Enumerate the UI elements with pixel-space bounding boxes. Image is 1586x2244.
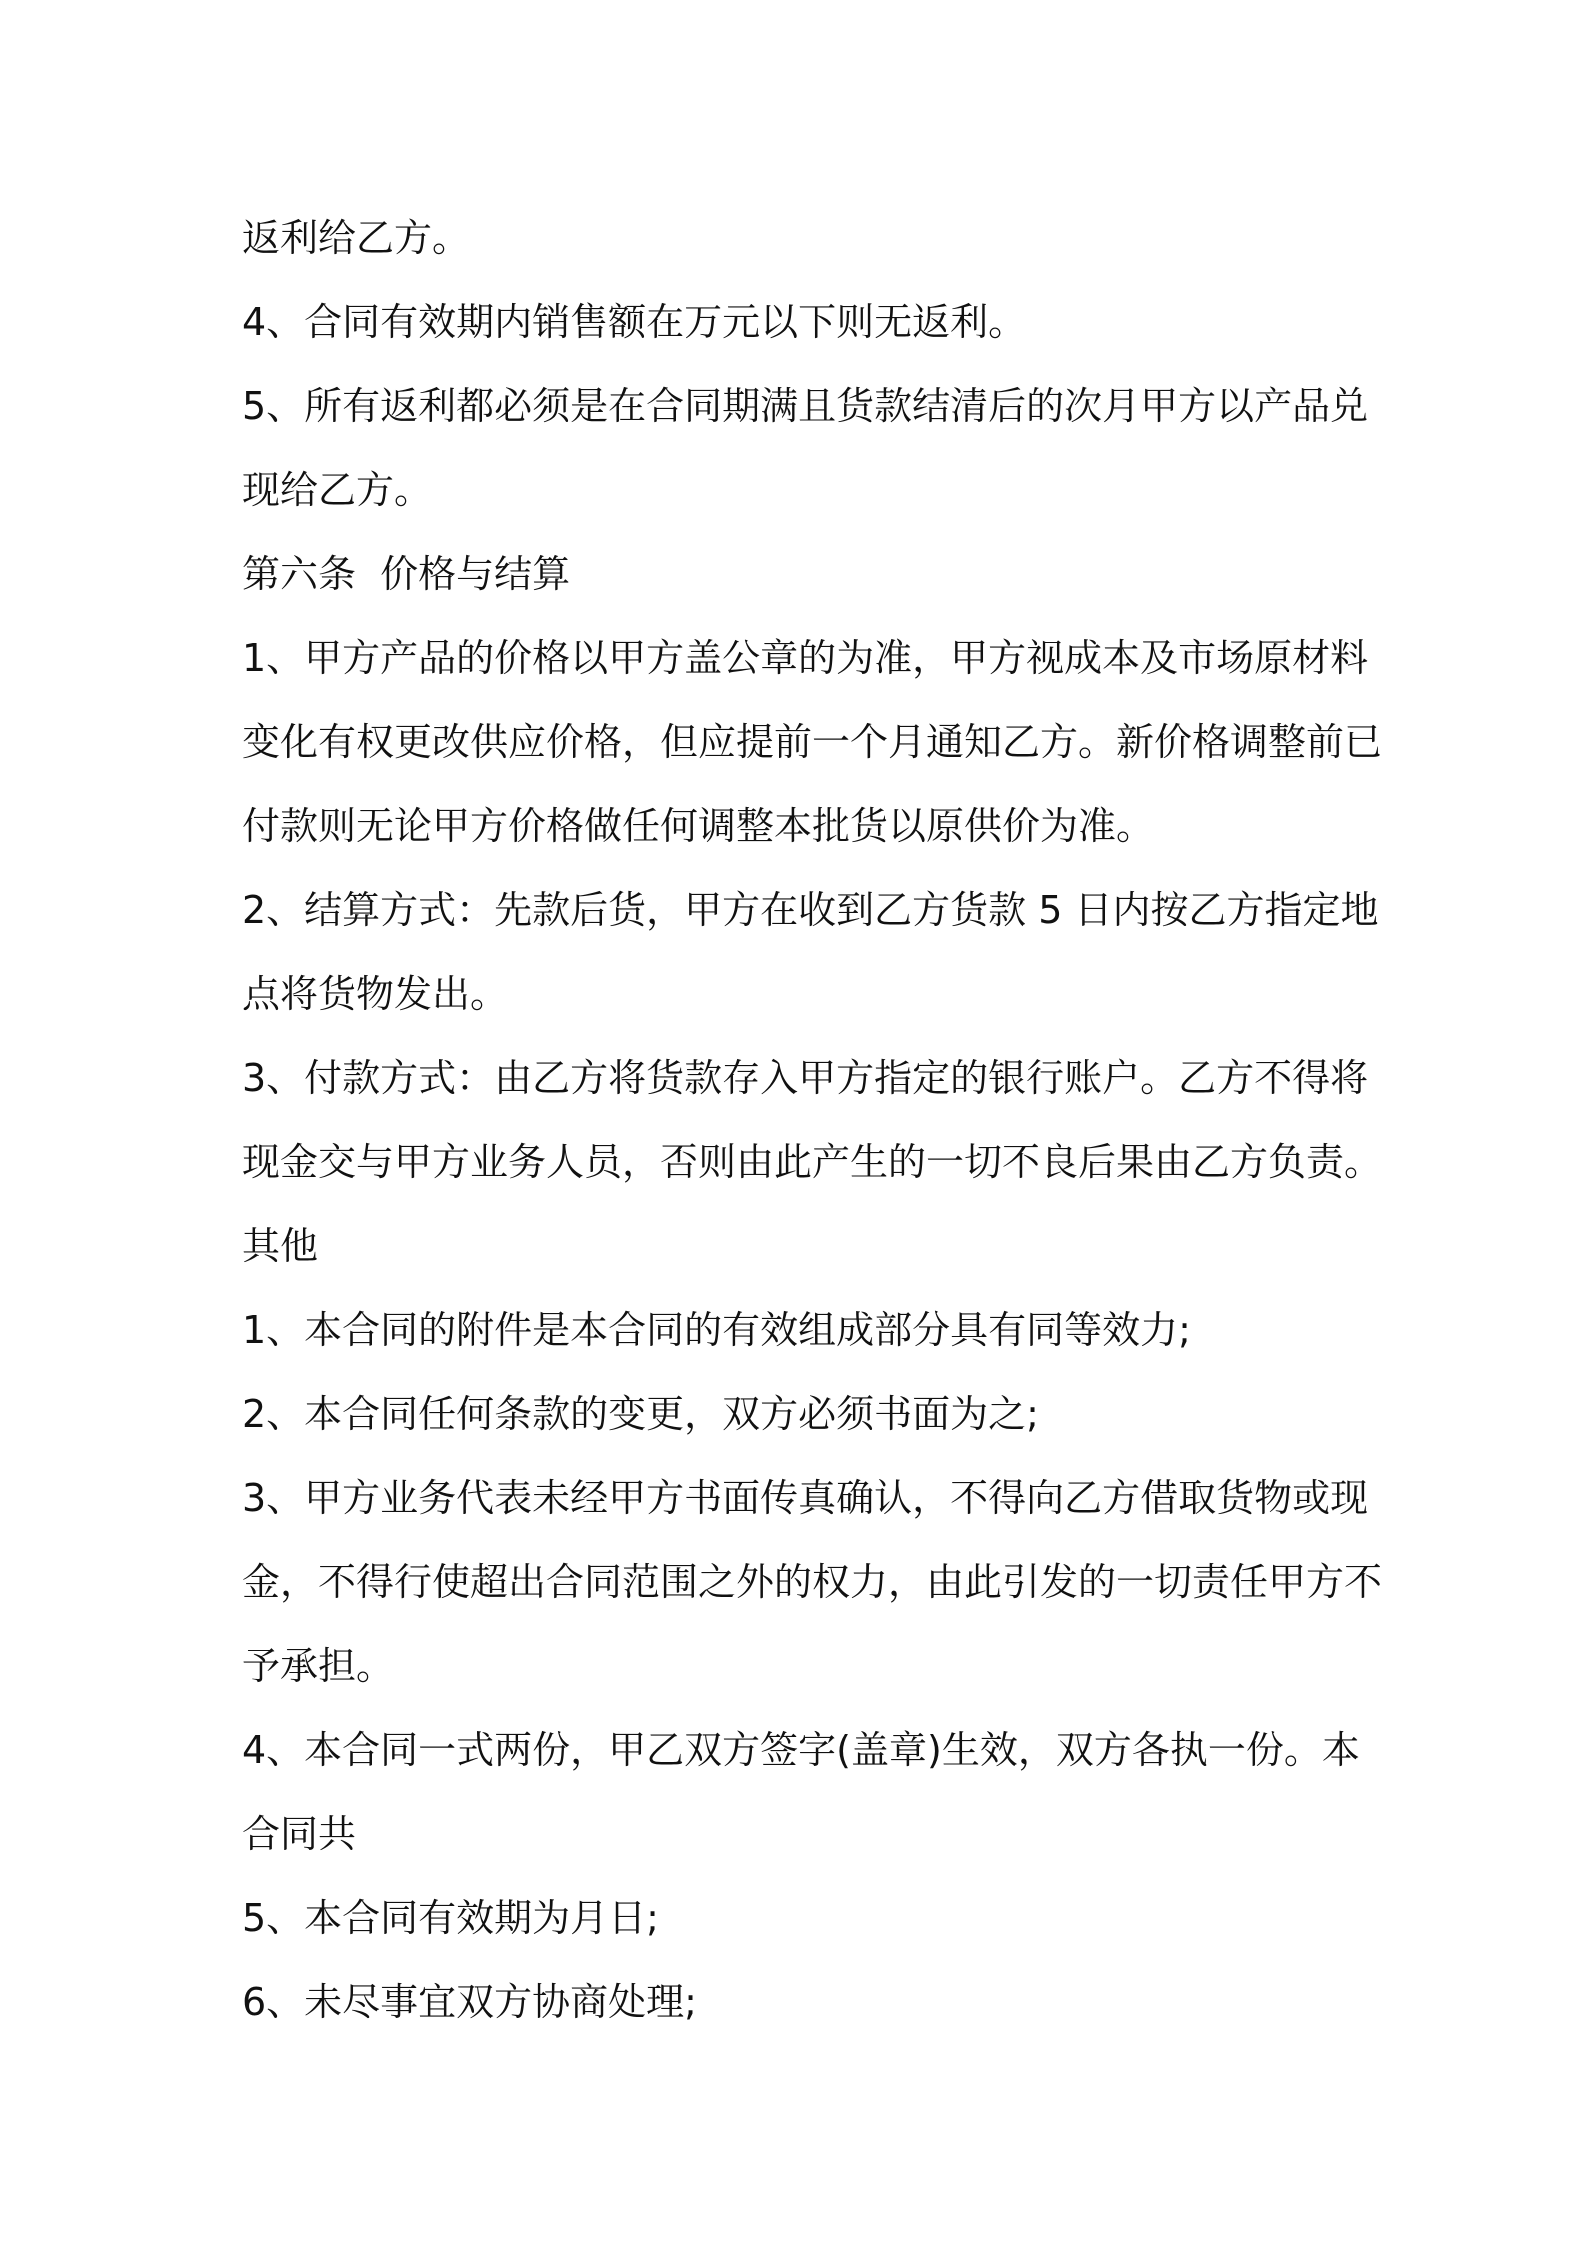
text-line: 1、甲方产品的价格以甲方盖公章的为准，甲方视成本及市场原材料 [242, 636, 1369, 680]
text-line: 合同共 [242, 1812, 357, 1856]
text-line: 3、付款方式：由乙方将货款存入甲方指定的银行账户。乙方不得将 [242, 1056, 1369, 1100]
text-line: 5、本合同有效期为月日; [242, 1896, 659, 1940]
text-line: 5、所有返利都必须是在合同期满且货款结清后的次月甲方以产品兑 [242, 384, 1369, 428]
text-line: 点将货物发出。 [242, 972, 509, 1016]
text-line: 2、结算方式：先款后货，甲方在收到乙方货款 5 日内按乙方指定地 [242, 888, 1379, 932]
text-line: 现给乙方。 [242, 468, 433, 512]
text-line: 3、甲方业务代表未经甲方书面传真确认，不得向乙方借取货物或现 [242, 1476, 1369, 1520]
text-line: 现金交与甲方业务人员，否则由此产生的一切不良后果由乙方负责。 [242, 1140, 1383, 1184]
text-line: 返利给乙方。 [242, 216, 471, 260]
text-line: 4、合同有效期内销售额在万元以下则无返利。 [242, 300, 1027, 344]
text-line: 予承担。 [242, 1644, 395, 1688]
text-line: 付款则无论甲方价格做任何调整本批货以原供价为准。 [242, 804, 1155, 848]
text-line: 变化有权更改供应价格，但应提前一个月通知乙方。新价格调整前已 [242, 720, 1383, 764]
text-line: 6、未尽事宜双方协商处理; [242, 1980, 697, 2024]
document-body [242, 196, 1383, 2044]
section-heading: 其他 [242, 1224, 319, 1268]
section-heading: 第六条 价格与结算 [242, 552, 571, 596]
text-line: 2、本合同任何条款的变更，双方必须书面为之; [242, 1392, 1039, 1436]
text-line: 1、本合同的附件是本合同的有效组成部分具有同等效力; [242, 1308, 1191, 1352]
text-line: 金，不得行使超出合同范围之外的权力，由此引发的一切责任甲方不 [242, 1560, 1383, 1604]
text-line: 4、本合同一式两份，甲乙双方签字(盖章)生效，双方各执一份。本 [242, 1728, 1360, 1772]
